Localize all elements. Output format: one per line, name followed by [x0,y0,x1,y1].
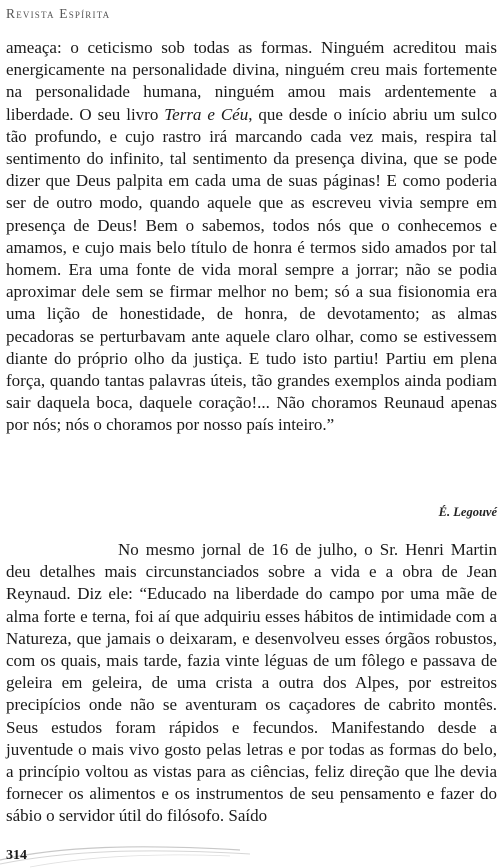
article-text-block-1 [6,37,497,437]
author-signature: É. Legouvé [438,505,497,519]
paragraph-1-part-a: ameaça: o ceticismo sob todas as formas. Ninguém acreditou mais energicamente na personalidade divina, ninguém creu mais fortemente na personalidade humana, ninguém amou mais ardentemente a liberdade. O seu livro [6,38,497,124]
book-title: Terra e Céu [164,104,249,124]
paragraph-2: No mesmo jornal de 16 de julho, o Sr. Henri Martin deu detalhes mais circunstanciados sobre a vida e a obra de Jean Reynaud. Diz ele: “Educado na liberdade do campo por uma mãe de alma forte e terna, foi aí que adquiriu esses hábitos de intimidade com a Natureza, que jamais o deixaram, e desenvolveu esses órgãos robustos, com os quais, mais tarde, fazia vinte léguas de um fôlego e passava de geleira em geleira, de uma crista a outra dos Alpes, por estreitos precipícios onde não se aventuram os caçadores de cabrito montês. Seus estudos foram rápidos e fecundos. Manifestando desde a juventude o mais vivo gosto pelas letras e por todas as formas do belo, a princípio voltou as vistas para as ciências, feliz direção que lhe devia fornecer os alimentos e os instrumentos de seu pensamento e fazer do sábio o servidor útil do filósofo. Saído [6,540,497,826]
page-number: 314 [6,848,27,863]
paragraph-1-part-b: , que desde o início abriu um sulco tão profundo, e cujo rastro irá marcando cada vez mais, respira tal sentimento do infinito, tal sentimento da presença divina, que se pode dizer que Deus palpita em cada uma de suas páginas! E como poderia ser de outro modo, quando aquele que as escreveu vivia sempre em presença de Deus! Bem o sabemos, todos nós que o conhecemos e amamos, e cujo mais belo título de honra é termos sido amados por tal homem. Era uma fonte de vida moral sempre a jorrar; não se podia aproximar dele sem se firmar melhor no bem; só a sua fisionomia era uma lição de honestidade, de honra, de devotamento; as almas pecadoras se perturbavam ante aquele claro olhar, como se estivessem diante do próprio olho da justiça. E tudo isto partiu! Partiu em plena força, quando tantas palavras úteis, tão grandes exemplos ainda podiam sair daquela boca, daquele coração!... Não choramos Reunaud apenas por nós; nós o choramos por nosso país inteiro.” [6,104,497,435]
running-header: Revista Espírita [6,6,111,21]
paragraph-1 [6,37,497,437]
article-text-block-2 [6,539,497,828]
page-corner-swoosh [0,836,503,868]
